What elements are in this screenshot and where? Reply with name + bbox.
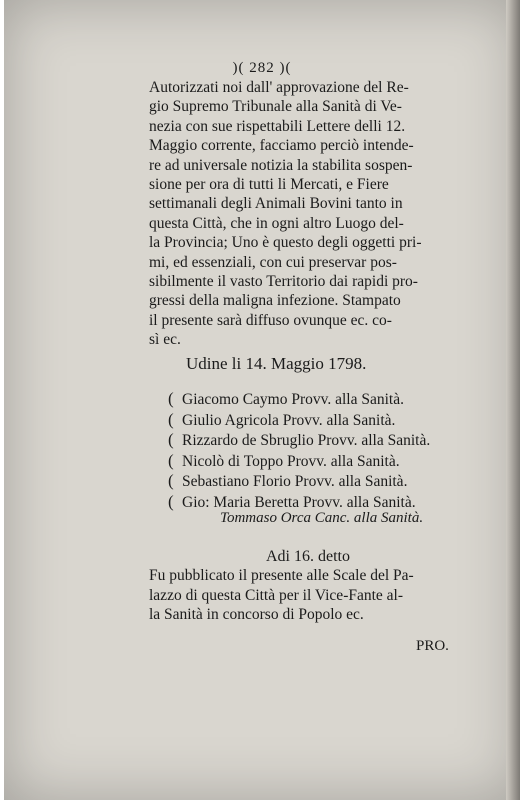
signer-row	[168, 410, 488, 431]
brace-mark: (	[168, 450, 174, 470]
text-line: la Sanità in concorso di Popolo ec.	[149, 606, 364, 623]
signer-row	[168, 492, 488, 513]
text-line: questa Città, che in ogni altro Luogo del-	[149, 214, 404, 232]
signer-list	[168, 389, 488, 512]
signer-name: Giulio Agricola Provv. alla Sanità.	[182, 411, 396, 429]
signer-row	[168, 430, 488, 451]
signer-name: Giacomo Caymo Provv. alla Sanità.	[182, 391, 404, 408]
text-line: gio Supremo Tribunale alla Sanità di Ve-	[149, 98, 402, 116]
text-line: Fu pubblicato il presente alle Scale del Pa-	[149, 567, 414, 584]
signer-row	[168, 389, 488, 410]
page-edge	[506, 0, 520, 800]
text-line: re ad universale notizia la stabilita sospen-	[149, 156, 413, 174]
brace-mark: (	[168, 409, 174, 429]
text-line: sibilmente il vasto Territorio dai rapidi pro-	[149, 273, 418, 291]
page-number: )( 282 )(	[232, 60, 292, 76]
signer-row	[168, 471, 488, 492]
signer-name: Sebastiano Florio Provv. alla Sanità.	[182, 473, 408, 490]
text-line: la Provincia; Uno è questo degli oggetti pri-	[149, 234, 422, 252]
signer-name: Gio: Maria Beretta Provv. alla Sanità.	[182, 493, 416, 511]
text-line: lazzo di questa Città per il Vice-Fante al-	[149, 586, 404, 604]
text-line: sione per ora di tutti li Mercati, e Fiere	[149, 176, 389, 194]
brace-mark: (	[168, 430, 174, 449]
signer-name: Nicolò di Toppo Provv. alla Sanità.	[182, 452, 400, 470]
body-paragraph	[149, 78, 484, 350]
text-line: il presente sarà diffuso ovunque ec. co-	[149, 311, 392, 329]
brace-mark: (	[168, 389, 174, 408]
text-line: sì ec.	[149, 331, 181, 349]
brace-mark: (	[168, 471, 174, 490]
text-line: mi, ed essenziali, con cui preservar pos-	[149, 253, 397, 271]
signer-row	[168, 451, 488, 472]
text-line: nezia con sue rispettabili Lettere delli 12.	[149, 117, 406, 135]
chancellor-signature: Tommaso Orca Canc. alla Sanità.	[220, 510, 424, 526]
text-line: gressi della maligna infezione. Stampato	[149, 292, 401, 310]
brace-mark: (	[168, 491, 174, 511]
catchword: PRO.	[416, 638, 449, 654]
text-line: Autorizzati noi dall' approvazione del Re-	[149, 79, 409, 96]
publication-date: Adi 16. detto	[266, 548, 350, 565]
text-line: settimanali degli Animali Bovini tanto in	[149, 195, 403, 213]
dateline: Udine li 14. Maggio 1798.	[186, 354, 367, 373]
document-page	[4, 0, 520, 800]
publication-note	[149, 566, 489, 625]
signer-name: Rizzardo de Sbruglio Provv. alla Sanità.	[182, 432, 431, 449]
text-line: Maggio corrente, facciamo perciò intende-	[149, 137, 414, 155]
